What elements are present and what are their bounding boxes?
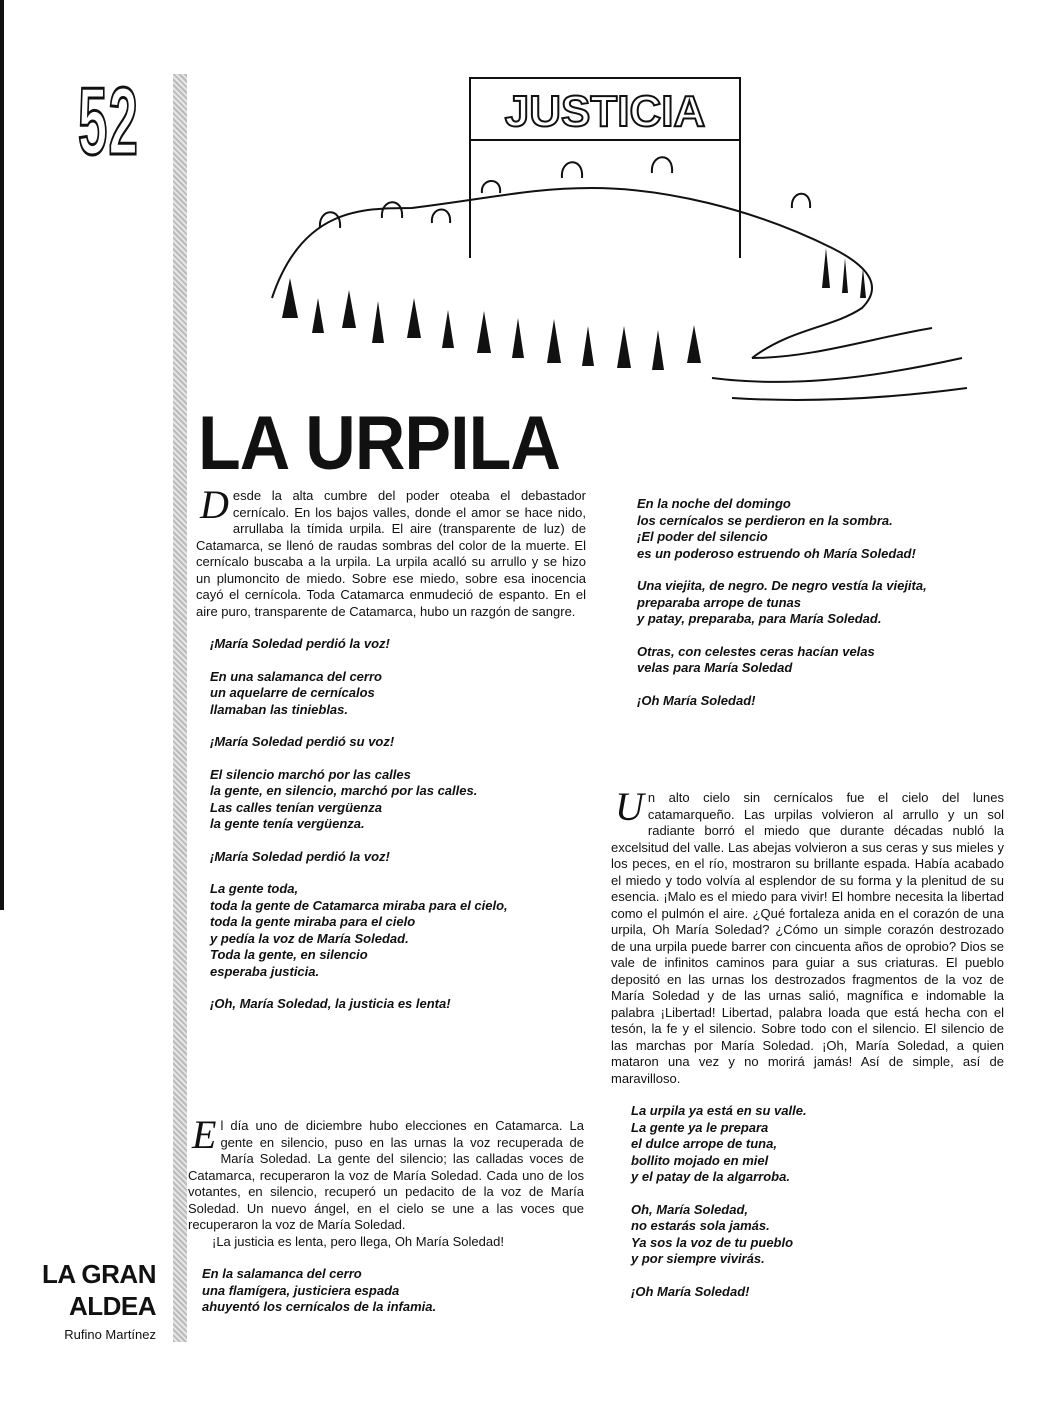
monday-text: n alto cielo sin cernícalos fue el cielo del lunes catamarqueño. Las urpilas volvieron al arrullo y un sol radiante borró el miedo que durante décadas nubló la excelsitud del valle. Las abejas volvieron a sus ceras y sus mieles y los peces, en el río, mostraron su brillante espada. Había acabado el miedo y todo volvía al esplendor de su forma y la plenitud de su esencia. ¡Malo es el miedo para vivir! El hombre necesita la libertad como el pulmón el aire. ¿Qué fortaleza anida en el corazón de una urpila, Oh María Soledad? ¿Cómo un simple corazón destrozado de una urpila puede barrer con cincuenta años de oprobio? Dios se vale de infinitos caminos para guiar a sus criaturas. El pueblo depositó en las urnas los destrozados fragmentos de la voz de María Soledad y de las urnas salió, magnífica e indomable la palabra ¡Libertad! Libertad, palabra loada que está hecha con el tesón, la fe y el silencio. Sobre todo con el silencio. El silencio de las marchas por María Soledad. ¡Oh, María Soledad, a quien mataron una vez y no morirá jamás! Así de simple, así de maravilloso. (611, 790, 1004, 1086)
verse: ¡María Soledad perdió la voz! (210, 848, 390, 864)
verse: En la salamanca del cerro una flamígera, justiciera espada ahuyentó los cernícalos de la infamia. (202, 1266, 437, 1314)
elections-text: l día uno de diciembre hubo elecciones en Catamarca. La gente en silencio, puso en las urnas la voz recuperada de María Soledad. La gente del silencio; las calladas voces de Catamarca, recuperaron la voz de María Soledad. Cada uno de los votantes, en silencio, recuperó un pedacito de la voz de María Soledad. Un nuevo ángel, en el cielo se une a las voces que recuperaron la voz de María Soledad. (188, 1118, 584, 1232)
verse: ¡Oh María Soledad! (631, 1283, 750, 1299)
verse: ¡Oh María Soledad! (637, 692, 756, 708)
dropcap: D (200, 482, 229, 527)
verse: En una salamanca del cerro un aquelarre de cernícalos llamaban las tinieblas. (210, 668, 382, 717)
banner-text: JUSTICIA (504, 87, 706, 136)
author-name: Rufino Martínez (64, 1327, 156, 1342)
column-left (196, 482, 586, 1029)
brand-line-2: ALDEA (68, 1291, 156, 1321)
brand-line-1: LA GRAN (42, 1259, 156, 1289)
side-texture-bar (173, 74, 187, 1342)
verse: La gente toda, toda la gente de Catamarca miraba para el cielo, toda la gente miraba para el cielo y pedía la voz de María Soledad. Toda la gente, en silencio esperaba justicia. (210, 881, 508, 979)
headline: LA URPILA (198, 401, 561, 486)
intro-text: esde la alta cumbre del poder oteaba el debastador cernícalo. En los bajos valles, donde el amor se hace nido, arrullaba la tímida urpila. El aire (transparente de luz) de Catamarca, se llenó de raudas sombras del color de la muerte. El cernícalo buscaba a la urpila. La urpila acalló su arrullo y se hizo un plumoncito de miedo. Sobre ese miedo, sobre esa inocencia cayó el cernícola. Toda Catamarca enmudeció de espanto. En el aire puro, transparente de Catamarca, hubo un razgón de sangre. (196, 488, 586, 619)
column-right (611, 496, 1004, 725)
verse: ¡Oh, María Soledad, la justicia es lenta! (210, 996, 451, 1011)
verse: El silencio marchó por las calles la gente, en silencio, marchó por las calles. Las calles tenían vergüenza la gente tenía vergüenza. (210, 766, 478, 831)
intro-paragraph (196, 482, 586, 620)
verse: Otras, con celestes ceras hacían velas velas para María Soledad (637, 643, 875, 675)
verse: ¡María Soledad perdió la voz! (210, 636, 390, 651)
verse: La urpila ya está en su valle. La gente ya le prepara el dulce arrope de tuna, bollito mojado en miel y el patay de la algarroba. (631, 1103, 807, 1184)
page-number: 52 (78, 68, 139, 175)
publication-brand (42, 1258, 156, 1344)
left-edge-rule (0, 0, 4, 910)
verse: Una viejita, de negro. De negro vestía la viejita, preparaba arrope de tunas y patay, preparaba, para María Soledad. (637, 578, 927, 626)
dropcap: U (615, 784, 644, 829)
justice-line: ¡La justicia es lenta, pero llega, Oh María Soledad! (212, 1233, 504, 1249)
column-left-lower (188, 1112, 584, 1332)
dropcap: E (192, 1112, 217, 1157)
monday-paragraph (611, 784, 1004, 1087)
elections-paragraph (188, 1112, 584, 1234)
protest-illustration (232, 58, 972, 408)
verse: Oh, María Soledad, no estarás sola jamás. Ya sos la voz de tu pueblo y por siempre vivirás. (631, 1201, 794, 1266)
verse: En la noche del domingo los cernícalos se perdieron en la sombra. ¡El poder del silencio es un poderoso estruendo oh María Soledad! (637, 496, 916, 561)
column-right-lower (611, 784, 1004, 1316)
verse: ¡María Soledad perdió su voz! (210, 734, 395, 749)
